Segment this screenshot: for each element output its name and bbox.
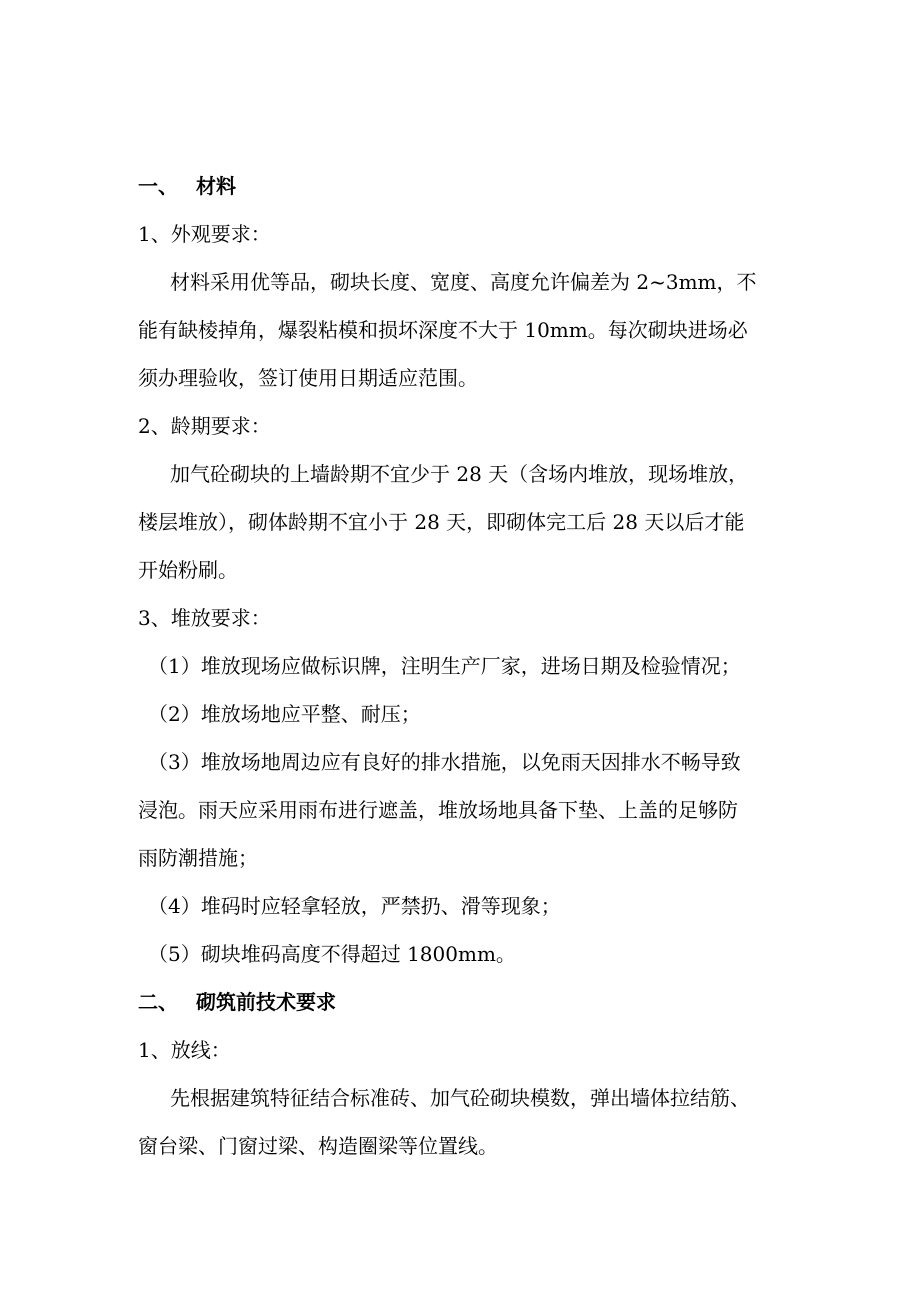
list-item-continuation: 雨防潮措施； xyxy=(138,846,258,870)
list-item: （4）堆码时应轻拿轻放，严禁扔、滑等现象； xyxy=(148,894,561,918)
paragraph-line: 能有缺棱掉角，爆裂粘模和损坏深度不大于 10mm。每次砌块进场必 xyxy=(138,318,748,342)
list-item: （5）砌块堆码高度不得超过 1800mm。 xyxy=(148,942,516,966)
subsection-heading-layout: 1、放线： xyxy=(138,1038,231,1062)
section-number: 二、 xyxy=(138,990,178,1014)
section-title: 砌筑前技术要求 xyxy=(196,990,336,1014)
paragraph-line: 加气砼砌块的上墙龄期不宜少于 28 天（含场内堆放，现场堆放， xyxy=(170,462,749,486)
subsection-heading-stacking: 3、堆放要求： xyxy=(138,606,271,630)
paragraph-line: 开始粉刷。 xyxy=(138,558,238,582)
subsection-heading-appearance: 1、外观要求： xyxy=(138,222,271,246)
list-item-continuation: 浸泡。雨天应采用雨布进行遮盖，堆放场地具备下垫、上盖的足够防 xyxy=(138,798,738,822)
paragraph-line: 窗台梁、门窗过梁、构造圈梁等位置线。 xyxy=(138,1134,498,1158)
list-item: （3）堆放场地周边应有良好的排水措施，以免雨天因排水不畅导致 xyxy=(148,750,741,774)
paragraph-line: 楼层堆放），砌体龄期不宜小于 28 天，即砌体完工后 28 天以后才能 xyxy=(138,510,745,534)
subsection-heading-age: 2、龄期要求： xyxy=(138,414,271,438)
section-number: 一、 xyxy=(138,174,178,198)
paragraph-line: 材料采用优等品，砌块长度、宽度、高度允许偏差为 2~3mm，不 xyxy=(170,270,757,294)
paragraph-line: 须办理验收，签订使用日期适应范围。 xyxy=(138,366,478,390)
paragraph-line: 先根据建筑特征结合标准砖、加气砼砌块模数，弹出墙体拉结筋、 xyxy=(170,1086,750,1110)
list-item: （2）堆放场地应平整、耐压； xyxy=(148,702,421,726)
section-title: 材料 xyxy=(196,174,236,198)
list-item: （1）堆放现场应做标识牌，注明生产厂家，进场日期及检验情况； xyxy=(148,654,741,678)
